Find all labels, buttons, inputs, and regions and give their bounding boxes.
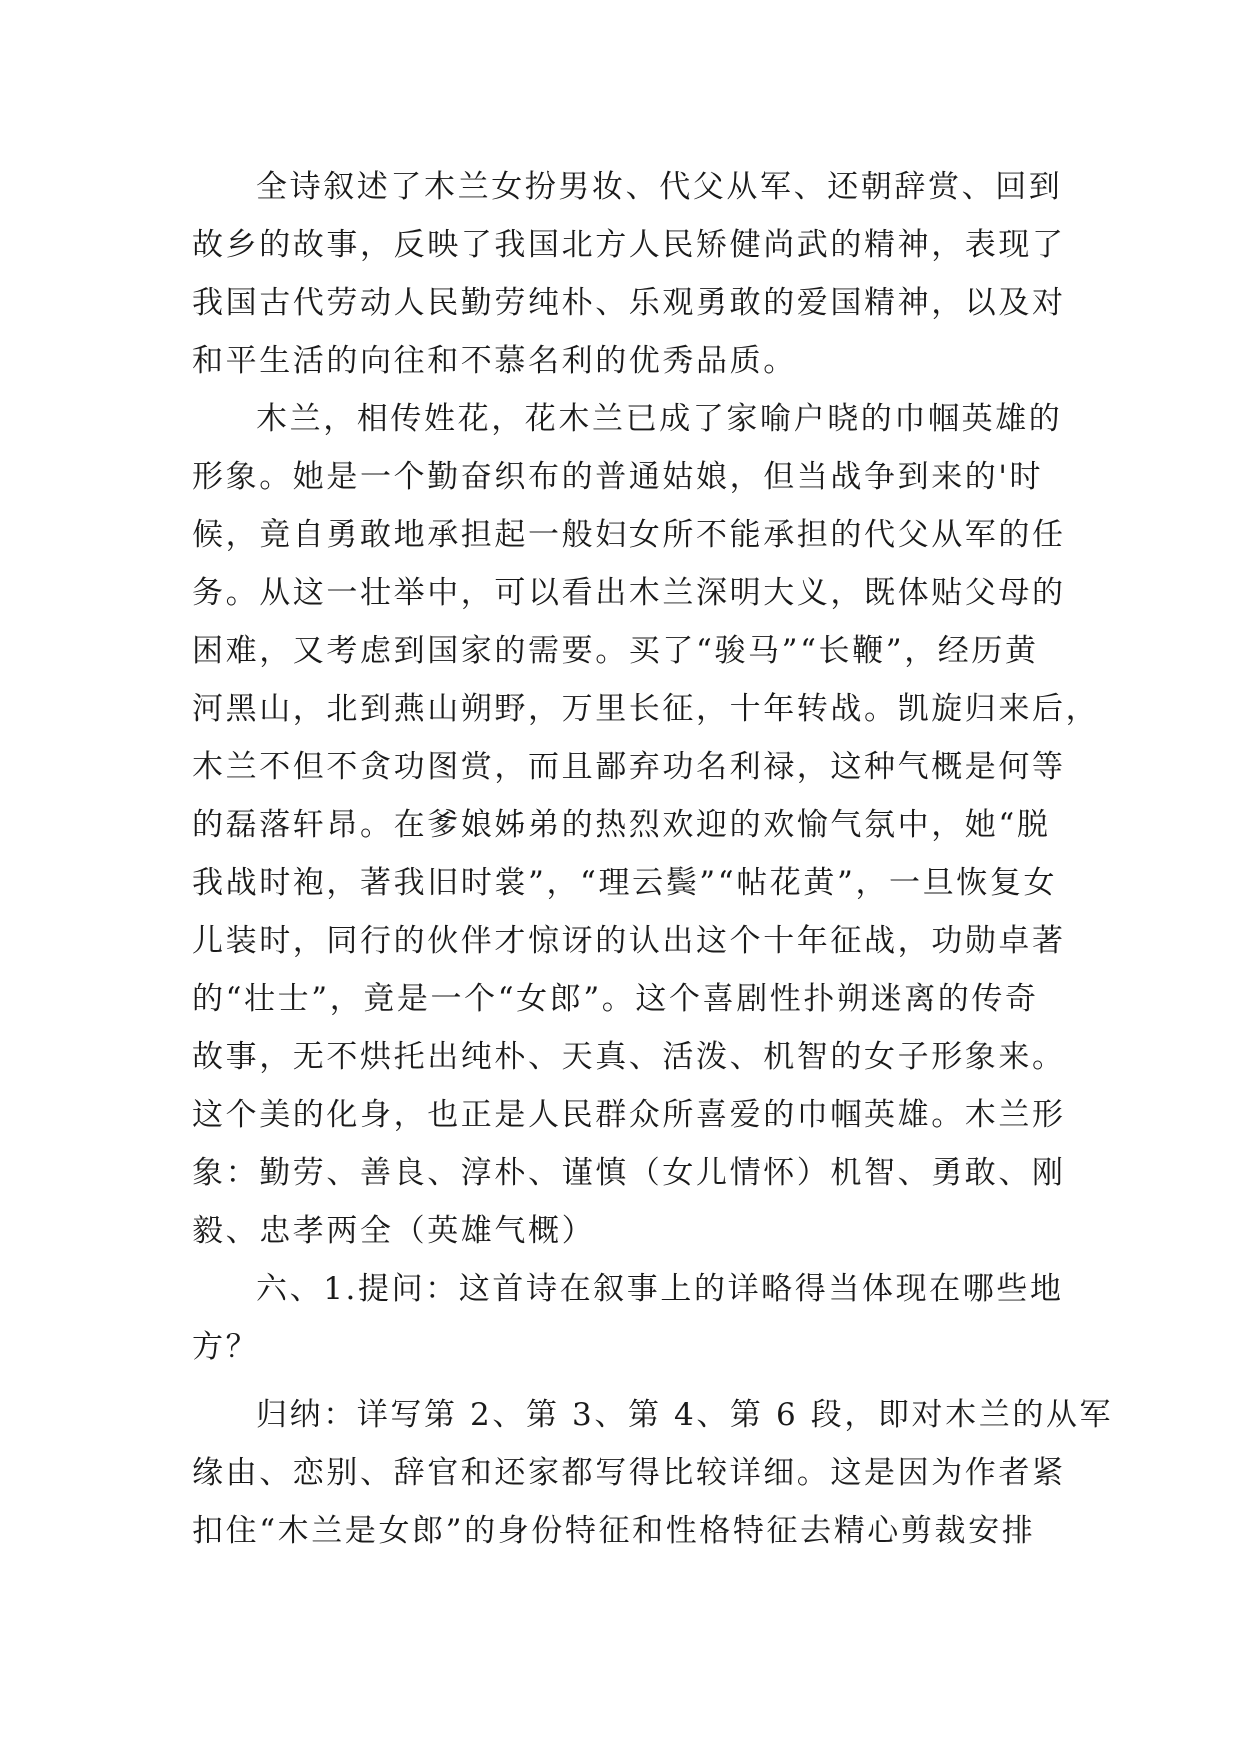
text-line: 河黑山，北到燕山朔野，万里长征，十年转战。凯旋归来后， — [192, 691, 1100, 727]
paragraph-summary — [192, 158, 1066, 390]
text-line: 的磊落轩昂。在爹娘姊弟的热烈欢迎的欢愉气氛中，她“脱 — [192, 807, 1051, 843]
paragraph-summary-answer — [192, 1386, 1114, 1560]
text-line: 务。从这一壮举中，可以看出木兰深明大义，既体贴父母的 — [192, 575, 1066, 611]
text-line: 故事，无不烘托出纯朴、天真、活泼、机智的女子形象来。 — [192, 1039, 1066, 1075]
text-line: 候，竟自勇敢地承担起一般妇女所不能承担的代父从军的任 — [192, 517, 1066, 553]
text-line: 方？ — [192, 1329, 260, 1365]
paragraph-spacer — [192, 1376, 1052, 1386]
text-line: 故乡的故事，反映了我国北方人民矫健尚武的精神，表现了 — [192, 227, 1066, 263]
text-line: 全诗叙述了木兰女扮男妆、代父从军、还朝辞赏、回到 — [256, 169, 1063, 205]
text-line: 象：勤劳、善良、淳朴、谨慎（女儿情怀）机智、勇敢、刚 — [192, 1155, 1066, 1191]
text-line: 和平生活的向往和不慕名利的优秀品质。 — [192, 343, 797, 379]
text-line: 形象。她是一个勤奋织布的普通姑娘，但当战争到来的'时 — [192, 459, 1044, 495]
text-line: 木兰，相传姓花，花木兰已成了家喻户晓的巾帼英雄的 — [256, 401, 1063, 437]
text-line: 困难，又考虑到国家的需要。买了“骏马”“长鞭”，经历黄 — [192, 633, 1039, 669]
text-line: 归纳：详写第 2、第 3、第 4、第 6 段，即对木兰的从军 — [256, 1397, 1114, 1433]
text-line: 这个美的化身，也正是人民群众所喜爱的巾帼英雄。木兰形 — [192, 1097, 1066, 1133]
text-line: 我战时袍，著我旧时裳”，“理云鬓”“帖花黄”，一旦恢复女 — [192, 865, 1058, 901]
document-body — [192, 158, 1114, 1560]
text-line: 毅、忠孝两全（英雄气概） — [192, 1213, 596, 1249]
paragraph-question — [192, 1260, 1064, 1376]
text-line: 缘由、恋别、辞官和还家都写得比较详细。这是因为作者紧 — [192, 1455, 1066, 1491]
text-line: 六、1.提问：这首诗在叙事上的详略得当体现在哪些地 — [256, 1271, 1064, 1307]
text-line: 木兰不但不贪功图赏，而且鄙弃功名利禄，这种气概是何等 — [192, 749, 1066, 785]
text-line: 的“壮士”，竟是一个“女郎”。这个喜剧性扑朔迷离的传奇 — [192, 981, 1039, 1017]
text-line: 扣住“木兰是女郎”的身份特征和性格特征去精心剪裁安排 — [192, 1513, 1036, 1549]
text-line: 儿装时，同行的伙伴才惊讶的认出这个十年征战，功勋卓著 — [192, 923, 1066, 959]
paragraph-mulan-image — [192, 390, 1100, 1260]
text-line: 我国古代劳动人民勤劳纯朴、乐观勇敢的爱国精神，以及对 — [192, 285, 1066, 321]
